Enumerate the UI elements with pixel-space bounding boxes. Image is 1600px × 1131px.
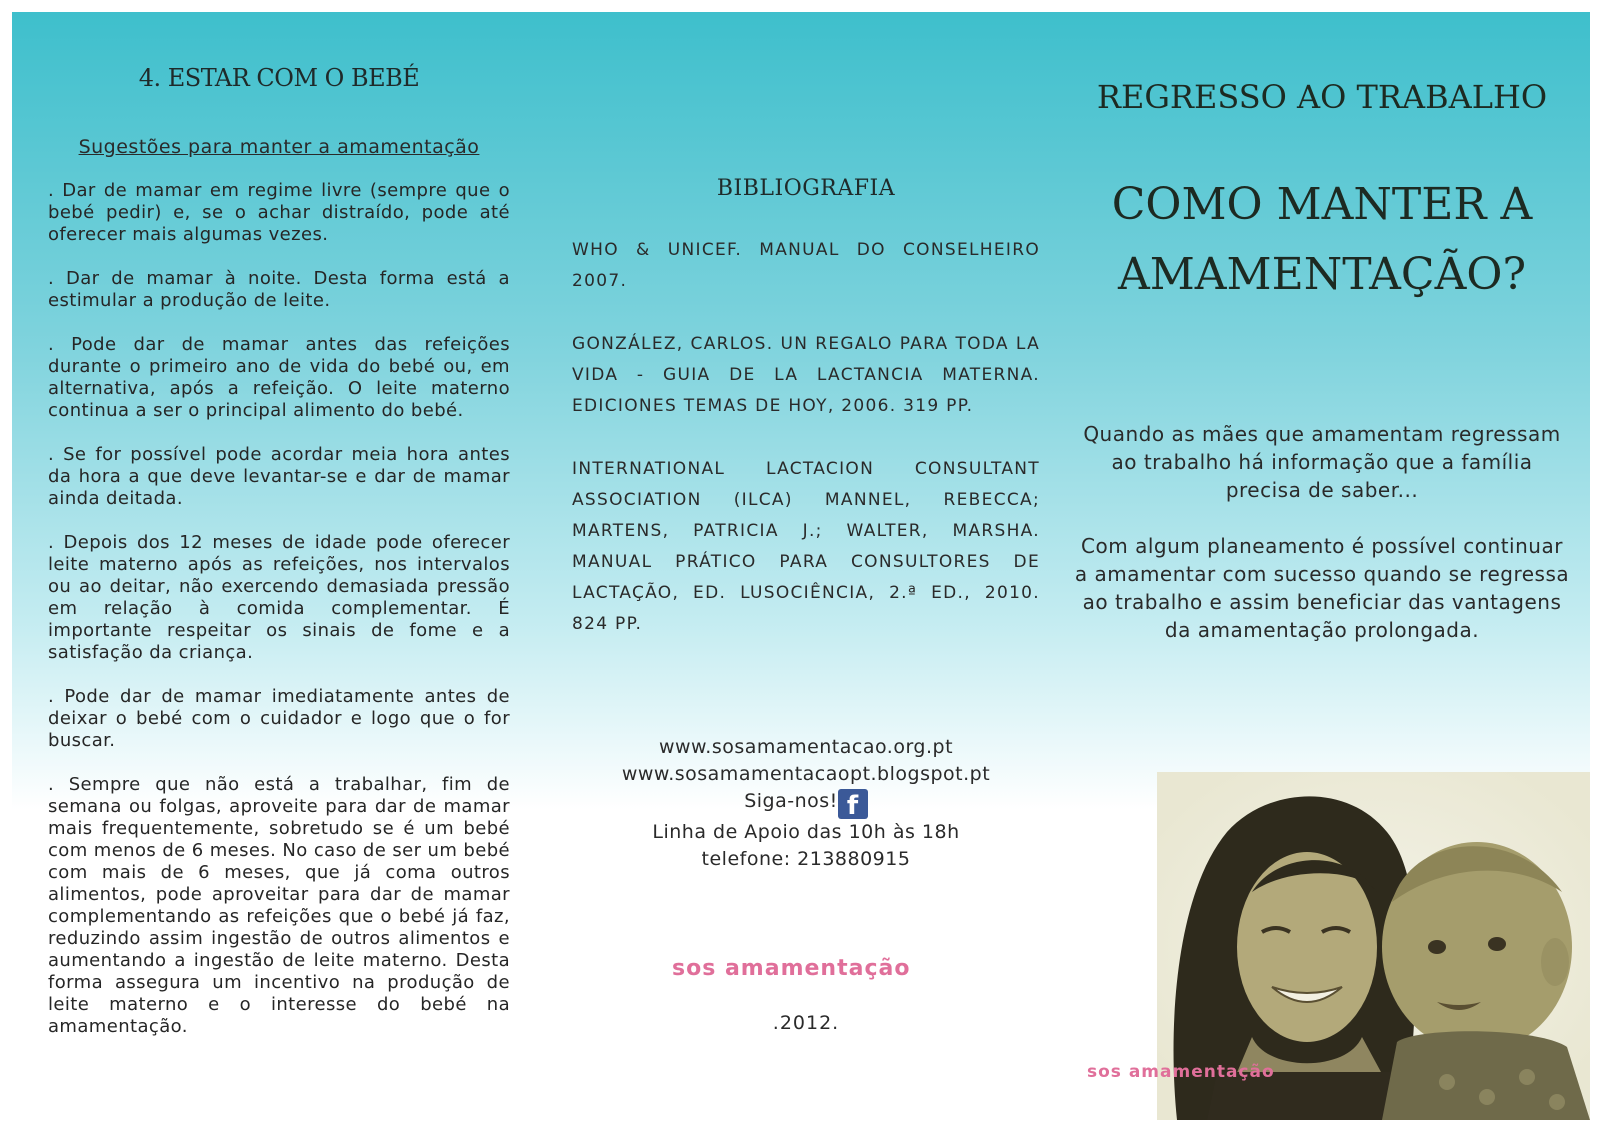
sos-amamentacao-logo: sos amamentação: [672, 956, 911, 981]
intro-paragraph: Com algum planeamento é possível continuar a amamentar com sucesso quando se regressa ao trabalho e assim beneficiar das vantagens da amamentação prolongada.: [1074, 534, 1570, 642]
bibliography-entry: INTERNATIONAL LACTACION CONSULTANT ASSOCIATION (ILCA) MANNEL, REBECCA; MARTENS, PATRICIA J.; WALTER, MARSHA. MANUAL PRÁTICO PARA CONSULTORES DE LACTAÇÃO, ED. LUSOCIÊNCIA, 2.ª ED., 2010. 824 PP.: [572, 459, 1040, 634]
sos-amamentacao-logo-small: sos amamentação: [1087, 1062, 1275, 1082]
bibliography-entry: GONZÁLEZ, CARLOS. UN REGALO PARA TODA LA VIDA - GUIA DE LA LACTANCIA MATERNA. EDICIONES TEMAS DE HOY, 2006. 319 PP.: [572, 334, 1040, 416]
bibliography-heading: BIBLIOGRAFIA: [716, 176, 896, 201]
follow-label: Siga-nos!: [744, 790, 838, 812]
bibliography-entry: WHO & UNICEF. MANUAL DO CONSELHEIRO 2007.: [572, 240, 1040, 291]
intro-paragraph: Quando as mães que amamentam regressam ao trabalho há informação que a família precisa de saber...: [1083, 422, 1561, 502]
tip-paragraph: . Depois dos 12 meses de idade pode oferecer leite materno após as refeições, nos intervalos ou ao deitar, não exercendo demasiada pressão em relação à comida complementar. É importante respeitar os sinais de fome e a satisfação da criança.: [48, 532, 510, 663]
follow-us: [572, 788, 1040, 819]
facebook-icon[interactable]: f: [838, 789, 868, 819]
tip-paragraph: . Dar de mamar em regime livre (sempre que o bebé pedir) e, se o achar distraído, pode até oferecer mais algumas vezes.: [48, 180, 510, 245]
tip-paragraph: . Sempre que não está a trabalhar, fim de semana ou folgas, aproveite para dar de mamar mais frequentemente, sobretudo se é um bebé com menos de 6 meses. No caso de ser um bebé com mais de 6 meses, que já coma outros alimentos, pode aproveitar para dar de mamar complementando as refeições que o bebé já faz, reduzindo assim ingestão de outros alimentos e aumentando a ingestão de leite materno. Desta forma assegura um incentivo na produção de leite materno e o interesse do bebé na amamentação.: [48, 774, 510, 1037]
cover-title: [1074, 170, 1570, 310]
tip-paragraph: . Pode dar de mamar imediatamente antes de deixar o bebé com o cuidador e logo que o for buscar.: [48, 686, 510, 751]
phone-text: telefone: 213880915: [701, 848, 911, 870]
cover-heading: REGRESSO AO TRABALHO: [1096, 78, 1548, 116]
cover-title-line-1: COMO MANTER A: [1111, 179, 1533, 230]
cover-title-line-2: AMAMENTAÇÃO?: [1117, 249, 1527, 300]
tip-paragraph: . Pode dar de mamar antes das refeições durante o primeiro ano de vida do bebé ou, em alternativa, após a refeição. O leite materno continua a ser o principal alimento do bebé.: [48, 334, 510, 421]
tip-paragraph: . Dar de mamar à noite. Desta forma está a estimular a produção de leite.: [48, 268, 510, 311]
middle-column: [572, 12, 1040, 640]
right-column: [1074, 12, 1570, 644]
tip-paragraph: . Se for possível pode acordar meia hora antes da hora a que deve levantar-se e dar de mamar ainda deitada.: [48, 444, 510, 509]
helpline-text: Linha de Apoio das 10h às 18h: [652, 821, 960, 843]
website-link[interactable]: www.sosamamentacao.org.pt: [658, 736, 954, 758]
brochure-sheet: [12, 12, 1590, 1120]
blog-link[interactable]: www.sosamamentacaopt.blogspot.pt: [621, 763, 991, 785]
section-subtitle: Sugestões para manter a amamentação: [78, 136, 480, 158]
contact-block: [572, 734, 1040, 873]
left-column: [48, 12, 510, 1060]
section-heading: 4. ESTAR COM O BEBÉ: [138, 64, 420, 92]
year-text: .2012.: [772, 1012, 840, 1034]
